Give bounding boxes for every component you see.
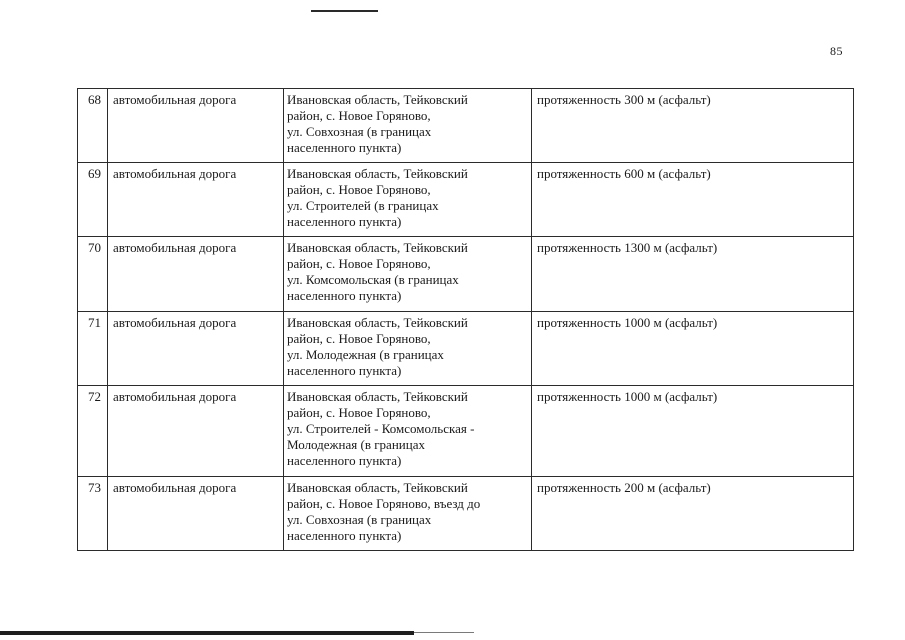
address-line: район, с. Новое Горяново, (287, 256, 431, 271)
table-row (78, 89, 854, 163)
address-line: Ивановская область, Тейковский (287, 315, 468, 330)
table-row (78, 312, 854, 386)
row-number: 69 (78, 163, 108, 237)
address-line: Молодежная (в границах (287, 437, 425, 452)
address-line: ул. Строителей (в границах (287, 198, 439, 213)
table-row (78, 163, 854, 237)
address-line: Ивановская область, Тейковский (287, 166, 468, 181)
address-line: район, с. Новое Горяново, (287, 331, 431, 346)
address-line: район, с. Новое Горяново, (287, 405, 431, 420)
address-line: населенного пункта) (287, 288, 402, 303)
address-line: населенного пункта) (287, 363, 402, 378)
object-characteristic: протяженность 600 м (асфальт) (532, 163, 854, 237)
object-address (284, 237, 532, 312)
object-address (284, 386, 532, 477)
object-characteristic: протяженность 1300 м (асфальт) (532, 237, 854, 312)
address-line: Ивановская область, Тейковский (287, 389, 468, 404)
table-row (78, 477, 854, 551)
address-line: район, с. Новое Горяново, (287, 108, 431, 123)
address-line: ул. Совхозная (в границах (287, 512, 432, 527)
row-number: 68 (78, 89, 108, 163)
address-line: ул. Совхозная (в границах (287, 124, 432, 139)
address-line: населенного пункта) (287, 453, 402, 468)
row-number: 70 (78, 237, 108, 312)
table-row (78, 237, 854, 312)
object-address (284, 477, 532, 551)
row-number: 71 (78, 312, 108, 386)
object-type: автомобильная дорога (108, 312, 284, 386)
object-address (284, 312, 532, 386)
object-characteristic: протяженность 1000 м (асфальт) (532, 386, 854, 477)
object-type: автомобильная дорога (108, 237, 284, 312)
page-number: 85 (830, 44, 843, 58)
address-line: ул. Комсомольская (в границах (287, 272, 459, 287)
address-line: ул. Молодежная (в границах (287, 347, 444, 362)
object-characteristic: протяженность 1000 м (асфальт) (532, 312, 854, 386)
object-type: автомобильная дорога (108, 386, 284, 477)
row-number: 73 (78, 477, 108, 551)
address-line: Ивановская область, Тейковский (287, 92, 468, 107)
road-registry-table (77, 88, 854, 551)
object-characteristic: протяженность 300 м (асфальт) (532, 89, 854, 163)
row-number: 72 (78, 386, 108, 477)
table-row (78, 386, 854, 477)
table-body (78, 89, 854, 551)
address-line: Ивановская область, Тейковский (287, 240, 468, 255)
object-address (284, 89, 532, 163)
header-rule (311, 10, 378, 12)
footer-rule (0, 631, 414, 635)
object-characteristic: протяженность 200 м (асфальт) (532, 477, 854, 551)
object-type: автомобильная дорога (108, 163, 284, 237)
address-line: ул. Строителей - Комсомольская - (287, 421, 475, 436)
address-line: населенного пункта) (287, 528, 402, 543)
object-address (284, 163, 532, 237)
footer-rule-tail (414, 632, 474, 633)
address-line: населенного пункта) (287, 140, 402, 155)
address-line: район, с. Новое Горяново, въезд до (287, 496, 481, 511)
object-type: автомобильная дорога (108, 477, 284, 551)
address-line: Ивановская область, Тейковский (287, 480, 468, 495)
address-line: населенного пункта) (287, 214, 402, 229)
address-line: район, с. Новое Горяново, (287, 182, 431, 197)
object-type: автомобильная дорога (108, 89, 284, 163)
